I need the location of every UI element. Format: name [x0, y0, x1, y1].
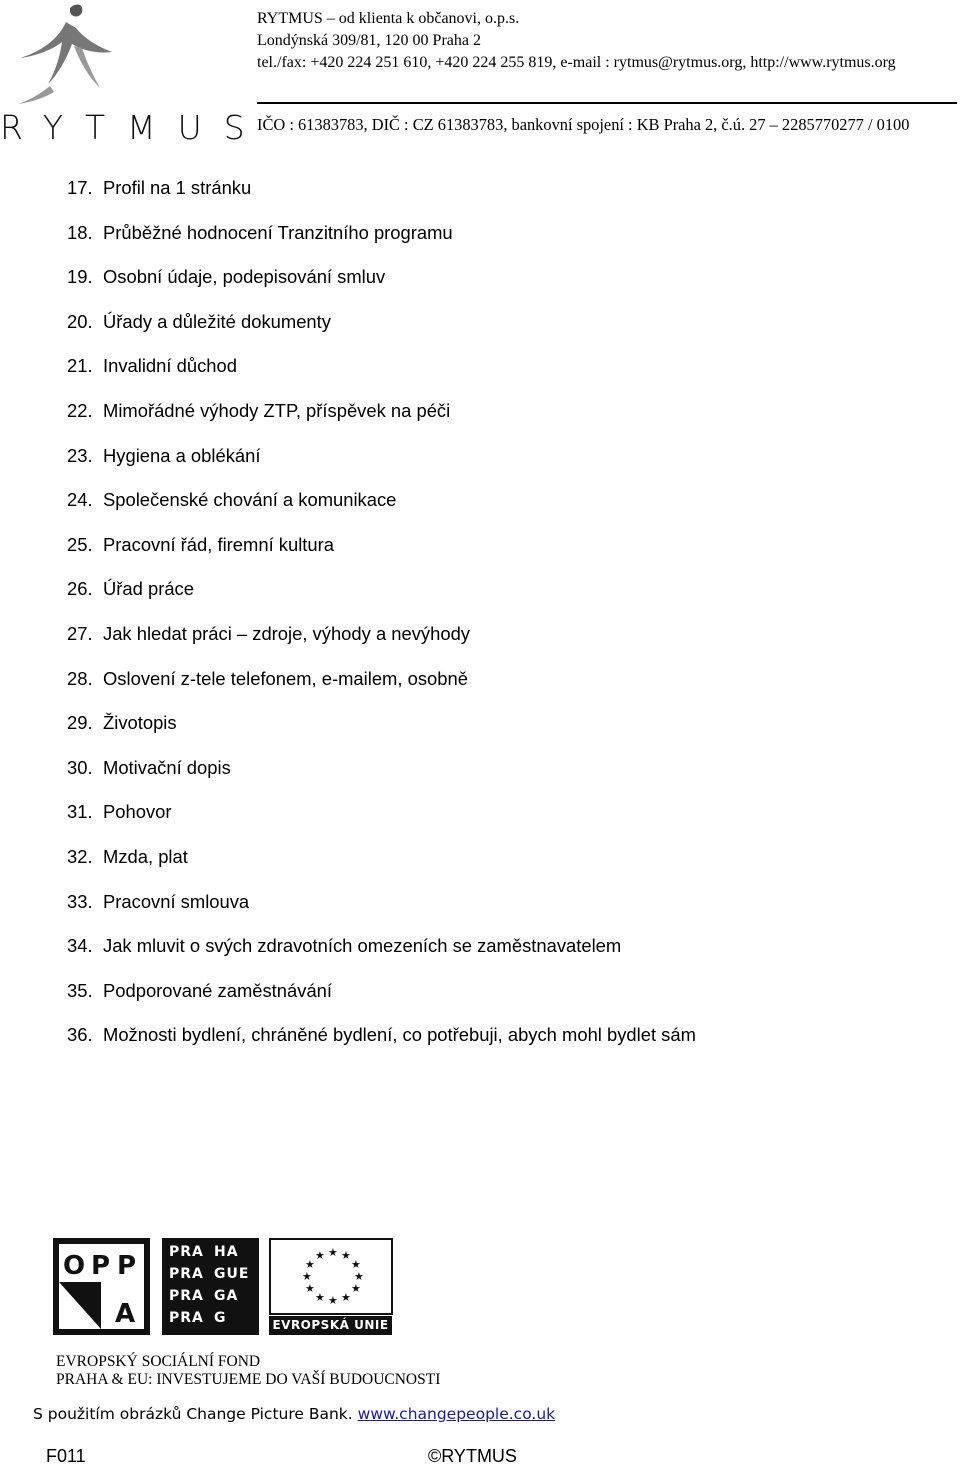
eu-flag — [269, 1238, 393, 1315]
topic-item — [67, 756, 696, 801]
praha-logo — [162, 1238, 259, 1335]
topic-item — [67, 488, 696, 533]
topic-number: 26. — [67, 578, 93, 600]
praha-cell: G — [214, 1310, 227, 1326]
topic-item — [67, 979, 696, 1024]
topic-item — [67, 221, 696, 266]
topic-text: Společenské chování a komunikace — [103, 489, 397, 511]
oppa-letter: A — [115, 1299, 136, 1329]
header-divider — [257, 102, 957, 104]
topic-text: Možnosti bydlení, chráněné bydlení, co potřebuji, abych mohl bydlet sám — [103, 1024, 696, 1046]
topic-item — [67, 800, 696, 845]
praha-cell: PRA — [169, 1288, 204, 1304]
org-registration: IČO : 61383783, DIČ : CZ 61383783, bankovní spojení : KB Praha 2, č.ú. 27 – 2285770277 / 0100 — [257, 115, 910, 134]
topic-item — [67, 399, 696, 444]
fund-line-2: PRAHA & EU: INVESTUJEME DO VAŠÍ BUDOUCNOSTI — [56, 1371, 441, 1388]
praha-cell: HA — [214, 1244, 239, 1260]
dancer-figure-icon — [0, 0, 230, 110]
org-contact: tel./fax: +420 224 251 610, +420 224 255 819, e-mail : rytmus@rytmus.org, http://www.rytmus.org — [257, 54, 896, 71]
svg-text:★: ★ — [302, 1270, 312, 1283]
topic-item — [67, 845, 696, 890]
topic-text: Osobní údaje, podepisování smluv — [103, 266, 386, 288]
topic-item — [67, 577, 696, 622]
svg-text:★: ★ — [305, 1282, 315, 1295]
topic-list — [67, 176, 696, 1068]
oppa-logo — [53, 1238, 150, 1335]
svg-text:★: ★ — [351, 1282, 361, 1295]
topic-text: Motivační dopis — [103, 756, 231, 778]
svg-text:★: ★ — [315, 1291, 325, 1304]
logo-wordmark: RYTMUS — [0, 108, 267, 147]
oppa-letter: O — [63, 1251, 86, 1281]
topic-text: Pohovor — [103, 801, 172, 823]
topic-text: Mzda, plat — [103, 845, 188, 867]
topic-number: 25. — [67, 533, 93, 555]
svg-text:★: ★ — [328, 1294, 338, 1307]
document-code: F011 — [46, 1446, 86, 1466]
svg-text:★: ★ — [351, 1258, 361, 1271]
topic-text: Pracovní smlouva — [103, 890, 250, 912]
topic-item — [67, 622, 696, 667]
topic-number: 20. — [67, 310, 93, 332]
topic-item — [67, 533, 696, 578]
topic-text: Oslovení z-tele telefonem, e-mailem, osobně — [103, 667, 468, 689]
praha-cell: PRA — [169, 1244, 204, 1260]
topic-item — [67, 890, 696, 935]
topic-text: Podporované zaměstnávání — [103, 979, 333, 1001]
org-address: Londýnská 309/81, 120 00 Praha 2 — [257, 32, 481, 49]
svg-text:★: ★ — [341, 1249, 351, 1262]
topic-number: 18. — [67, 221, 93, 243]
topic-text: Pracovní řád, firemní kultura — [103, 533, 334, 555]
topic-item — [67, 934, 696, 979]
credit-link[interactable]: www.changepeople.co.uk — [357, 1405, 556, 1423]
topic-number: 30. — [67, 756, 93, 778]
topic-item — [67, 444, 696, 489]
topic-item — [67, 354, 696, 399]
topic-item — [67, 265, 696, 310]
topic-number: 24. — [67, 489, 93, 511]
rytmus-logo — [0, 0, 267, 147]
topic-text: Mimořádné výhody ZTP, příspěvek na péči — [103, 399, 451, 421]
topic-number: 33. — [67, 890, 93, 912]
topic-text: Jak mluvit o svých zdravotních omezeních se zaměstnavatelem — [103, 935, 622, 957]
topic-number: 35. — [67, 979, 93, 1001]
topic-number: 23. — [67, 444, 93, 466]
topic-item — [67, 711, 696, 756]
org-name: RYTMUS – od klienta k občanovi, o.p.s. — [257, 10, 520, 27]
topic-text: Úřady a důležité dokumenty — [103, 310, 331, 332]
topic-number: 27. — [67, 622, 93, 644]
topic-number: 34. — [67, 935, 93, 957]
topic-number: 17. — [67, 177, 93, 198]
svg-text:★: ★ — [305, 1258, 315, 1271]
praha-cell: GA — [214, 1288, 239, 1304]
topic-number: 29. — [67, 712, 93, 734]
topic-text: Profil na 1 stránku — [103, 177, 252, 198]
topic-text: Úřad práce — [103, 578, 194, 600]
topic-text: Jak hledat práci – zdroje, výhody a nevýhody — [103, 622, 471, 644]
credit-text: S použitím obrázků Change Picture Bank. — [33, 1405, 353, 1423]
svg-text:★: ★ — [328, 1246, 338, 1259]
topic-number: 31. — [67, 801, 93, 823]
oppa-letter: P — [117, 1251, 137, 1281]
topic-number: 36. — [67, 1024, 93, 1046]
topic-number: 28. — [67, 667, 93, 689]
eu-logo — [269, 1238, 392, 1335]
praha-cell: PRA — [169, 1310, 204, 1326]
image-credit — [33, 1405, 555, 1423]
topic-text: Hygiena a oblékání — [103, 444, 261, 466]
copyright: ©RYTMUS — [428, 1446, 517, 1466]
praha-cell: PRA — [169, 1266, 204, 1282]
topic-text: Průběžné hodnocení Tranzitního programu — [103, 221, 453, 243]
topic-item — [67, 667, 696, 712]
topic-number: 32. — [67, 845, 93, 867]
praha-cell: GUE — [214, 1266, 250, 1282]
eu-stars-icon — [271, 1240, 391, 1313]
eu-label: EVROPSKÁ UNIE — [269, 1316, 392, 1335]
topic-item — [67, 176, 696, 221]
topic-item — [67, 310, 696, 355]
topic-text: Životopis — [103, 712, 177, 734]
oppa-letter: P — [91, 1251, 111, 1281]
svg-text:★: ★ — [354, 1270, 364, 1283]
topic-item — [67, 1023, 696, 1068]
topic-number: 21. — [67, 355, 93, 377]
fund-line-1: EVROPSKÝ SOCIÁLNÍ FOND — [56, 1353, 261, 1370]
svg-text:★: ★ — [315, 1249, 325, 1262]
topic-number: 22. — [67, 399, 93, 421]
topic-text: Invalidní důchod — [103, 355, 237, 377]
svg-text:★: ★ — [341, 1291, 351, 1304]
topic-number: 19. — [67, 266, 93, 288]
